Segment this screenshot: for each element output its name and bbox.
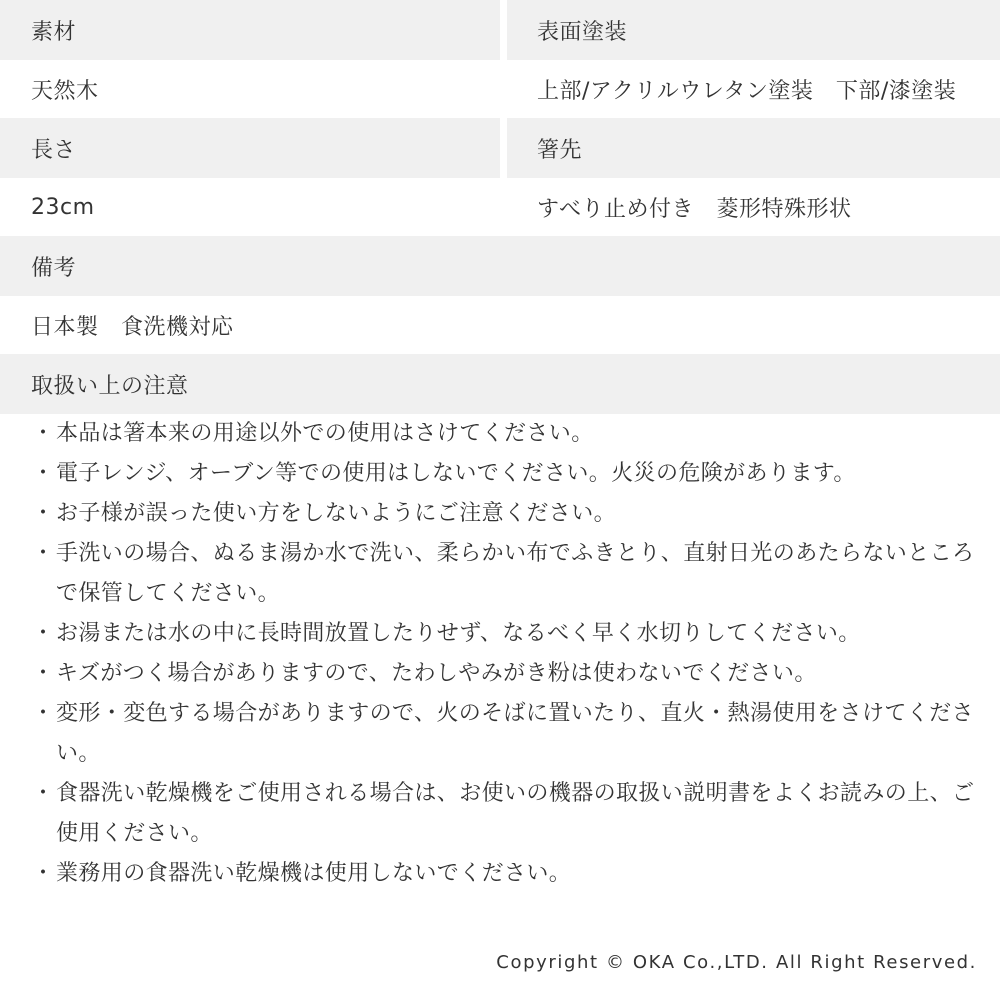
caution-item: ・ お湯または水の中に長時間放置したりせず、なるべく早く水切りしてください。 <box>0 614 1000 654</box>
caution-item: ・ お子様が誤った使い方をしないようにご注意ください。 <box>0 494 1000 534</box>
spec-label-row <box>0 236 1000 296</box>
tip-value: すべり止め付き 菱形特殊形状 <box>507 178 1000 236</box>
caution-item: ・ 食器洗い乾燥機をご使用される場合は、お使いの機器の取扱い説明書をよくお読みの上、ご使用ください。 <box>0 774 1000 854</box>
finish-value: 上部/アクリルウレタン塗装 下部/漆塗装 <box>507 60 1000 118</box>
spec-label-row <box>0 118 1000 178</box>
spec-value-row <box>0 60 1000 118</box>
spec-table <box>0 0 1000 414</box>
caution-item: ・ 電子レンジ、オーブン等での使用はしないでください。火災の危険があります。 <box>0 454 1000 494</box>
length-label: 長さ <box>0 118 500 178</box>
spec-label-row <box>0 0 1000 60</box>
spec-label-row <box>0 354 1000 414</box>
copyright-notice: Copyright © OKA Co.,LTD. All Right Reserved. <box>496 952 977 973</box>
finish-label: 表面塗装 <box>507 0 1000 60</box>
tip-label: 箸先 <box>507 118 1000 178</box>
spec-value-row <box>0 178 1000 236</box>
notes-value: 日本製 食洗機対応 <box>0 296 1000 354</box>
caution-item: ・ キズがつく場合がありますので、たわしやみがき粉は使わないでください。 <box>0 654 1000 694</box>
length-value: 23cm <box>0 178 500 236</box>
material-label: 素材 <box>0 0 500 60</box>
material-value: 天然木 <box>0 60 500 118</box>
caution-item: ・ 変形・変色する場合がありますので、火のそばに置いたり、直火・熱湯使用をさけてください。 <box>0 694 1000 774</box>
notes-label: 備考 <box>0 236 1000 296</box>
cautions-label: 取扱い上の注意 <box>0 354 1000 414</box>
caution-item: ・ 手洗いの場合、ぬるま湯か水で洗い、柔らかい布でふきとり、直射日光のあたらないところで保管してください。 <box>0 534 1000 614</box>
cautions-list <box>0 414 1000 894</box>
caution-item: ・ 業務用の食器洗い乾燥機は使用しないでください。 <box>0 854 1000 894</box>
caution-item: ・ 本品は箸本来の用途以外での使用はさけてください。 <box>0 414 1000 454</box>
spec-value-row <box>0 296 1000 354</box>
